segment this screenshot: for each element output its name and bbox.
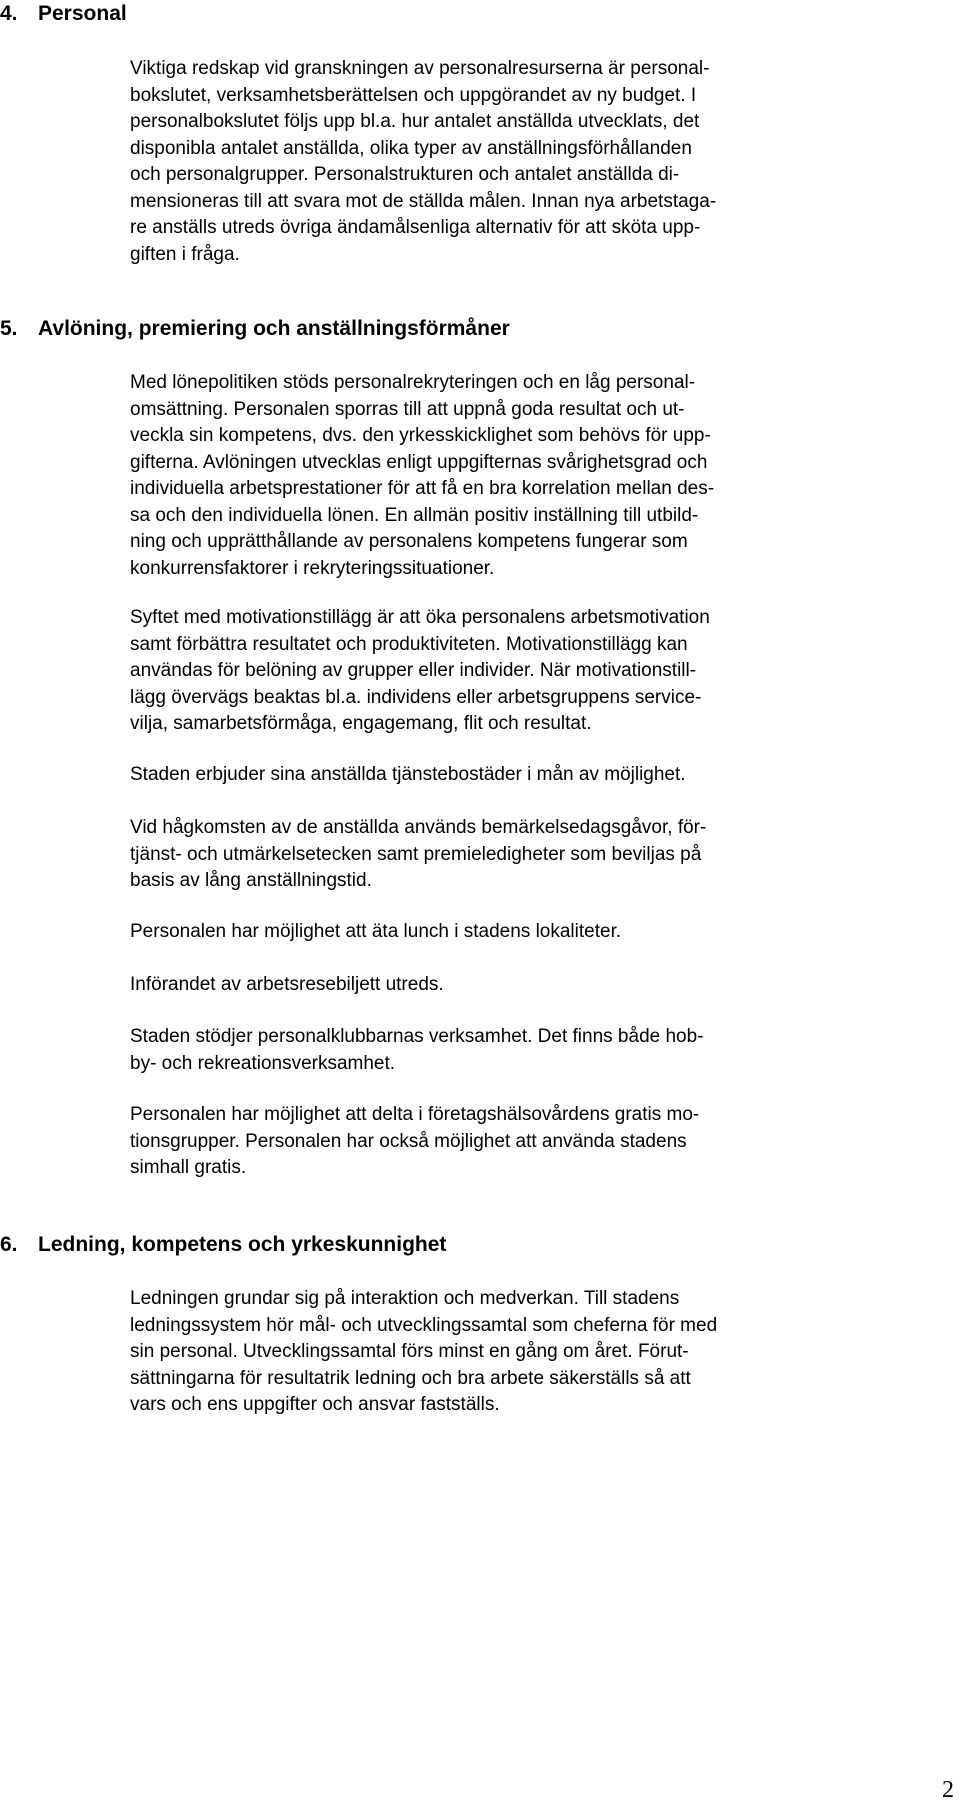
text-line: individuella arbetsprestationer för att få en bra korrelation mellan des- — [130, 478, 715, 499]
text-line: giften i fråga. — [130, 243, 240, 265]
section-number: 4. — [0, 2, 18, 25]
text-line: Staden stödjer personalklubbarnas verksamhet. Det finns både hob- — [130, 1026, 704, 1047]
text-line: mensioneras till att svara mot de ställda målen. Innan nya arbetstaga- — [130, 190, 717, 212]
section-number: 6. — [0, 1233, 18, 1256]
text-line: vars och ens uppgifter och ansvar fastställs. — [130, 1394, 500, 1415]
text-line: by- och rekreationsverksamhet. — [130, 1052, 396, 1074]
text-line: Införandet av arbetsresebiljett utreds. — [130, 974, 444, 995]
section-5-paragraph-2 — [130, 605, 830, 738]
text-line: tjänst- och utmärkelsetecken samt premieledigheter som beviljas på — [130, 843, 702, 865]
section-number: 5. — [0, 317, 18, 340]
text-line: vilja, samarbetsförmåga, engagemang, flit och resultat. — [130, 713, 592, 734]
text-line: användas för belöning av grupper eller individer. När motivationstill- — [130, 660, 697, 681]
section-5-paragraph-7 — [130, 1024, 830, 1077]
text-line: Med lönepolitiken stöds personalrekryteringen och en låg personal- — [130, 372, 696, 393]
text-line: gifterna. Avlöningen utvecklas enligt uppgifternas svårighetsgrad och — [130, 451, 708, 473]
text-line: Syftet med motivationstillägg är att öka personalens arbetsmotivation — [130, 607, 710, 628]
section-heading-4 — [0, 1, 127, 27]
section-4-paragraph-1 — [130, 56, 830, 268]
text-line: personalbokslutet följs upp bl.a. hur antalet anställda utvecklats, det — [130, 111, 700, 132]
text-line: basis av lång anställningstid. — [130, 870, 372, 891]
section-5-paragraph-4 — [130, 815, 830, 895]
section-title: Avlöning, premiering och anställningsförmåner — [38, 317, 510, 340]
section-5-paragraph-3 — [130, 762, 830, 789]
text-line: Personalen har möjlighet att delta i företagshälsovårdens gratis mo- — [130, 1104, 700, 1125]
text-line: re anställs utreds övriga ändamålsenliga alternativ för att sköta upp- — [130, 217, 701, 238]
text-line: simhall gratis. — [130, 1157, 247, 1178]
text-line: bokslutet, verksamhetsberättelsen och uppgörandet av ny budget. I — [130, 84, 697, 106]
text-line: disponibla antalet anställda, olika typer av anställningsförhållanden — [130, 137, 692, 159]
section-title: Personal — [38, 2, 127, 25]
text-line: samt förbättra resultatet och produktiviteten. Motivationstillägg kan — [130, 633, 688, 655]
text-line: omsättning. Personalen sporras till att uppnå goda resultat och ut- — [130, 398, 685, 420]
text-line: sin personal. Utvecklingssamtal förs minst en gång om året. Förut- — [130, 1341, 689, 1362]
text-line: Vid hågkomsten av de anställda används bemärkelsedagsgåvor, för- — [130, 817, 707, 838]
text-line: Staden erbjuder sina anställda tjänstebostäder i mån av möjlighet. — [130, 764, 686, 785]
page-number: 2 — [942, 1777, 954, 1803]
text-line: sa och den individuella lönen. En allmän positiv inställning till utbild- — [130, 504, 699, 526]
section-5-paragraph-8 — [130, 1102, 830, 1182]
section-heading-6 — [0, 1232, 446, 1258]
text-line: ning och upprätthållande av personalens kompetens fungerar som — [130, 531, 688, 552]
text-line: konkurrensfaktorer i rekryteringssituationer. — [130, 557, 495, 579]
text-line: tionsgrupper. Personalen har också möjlighet att använda stadens — [130, 1130, 687, 1152]
text-line: Viktiga redskap vid granskningen av personalresurserna är personal- — [130, 58, 710, 79]
text-line: sättningarna för resultatrik ledning och bra arbete säkerställs så att — [130, 1367, 691, 1389]
text-line: och personalgrupper. Personalstrukturen och antalet anställda di- — [130, 164, 680, 185]
section-5-paragraph-1 — [130, 370, 830, 582]
section-6-paragraph-1 — [130, 1286, 830, 1419]
text-line: ledningssystem hör mål- och utvecklingssamtal som cheferna för med — [130, 1314, 718, 1336]
text-line: Ledningen grundar sig på interaktion och medverkan. Till stadens — [130, 1288, 680, 1309]
section-5-paragraph-6 — [130, 972, 830, 999]
text-line: lägg övervägs beaktas bl.a. individens eller arbetsgruppens service- — [130, 686, 702, 708]
text-line: veckla sin kompetens, dvs. den yrkesskicklighet som behövs för upp- — [130, 425, 711, 446]
text-line: Personalen har möjlighet att äta lunch i stadens lokaliteter. — [130, 921, 622, 942]
section-title: Ledning, kompetens och yrkeskunnighet — [38, 1233, 447, 1256]
section-heading-5 — [0, 316, 510, 342]
section-5-paragraph-5 — [130, 919, 830, 946]
